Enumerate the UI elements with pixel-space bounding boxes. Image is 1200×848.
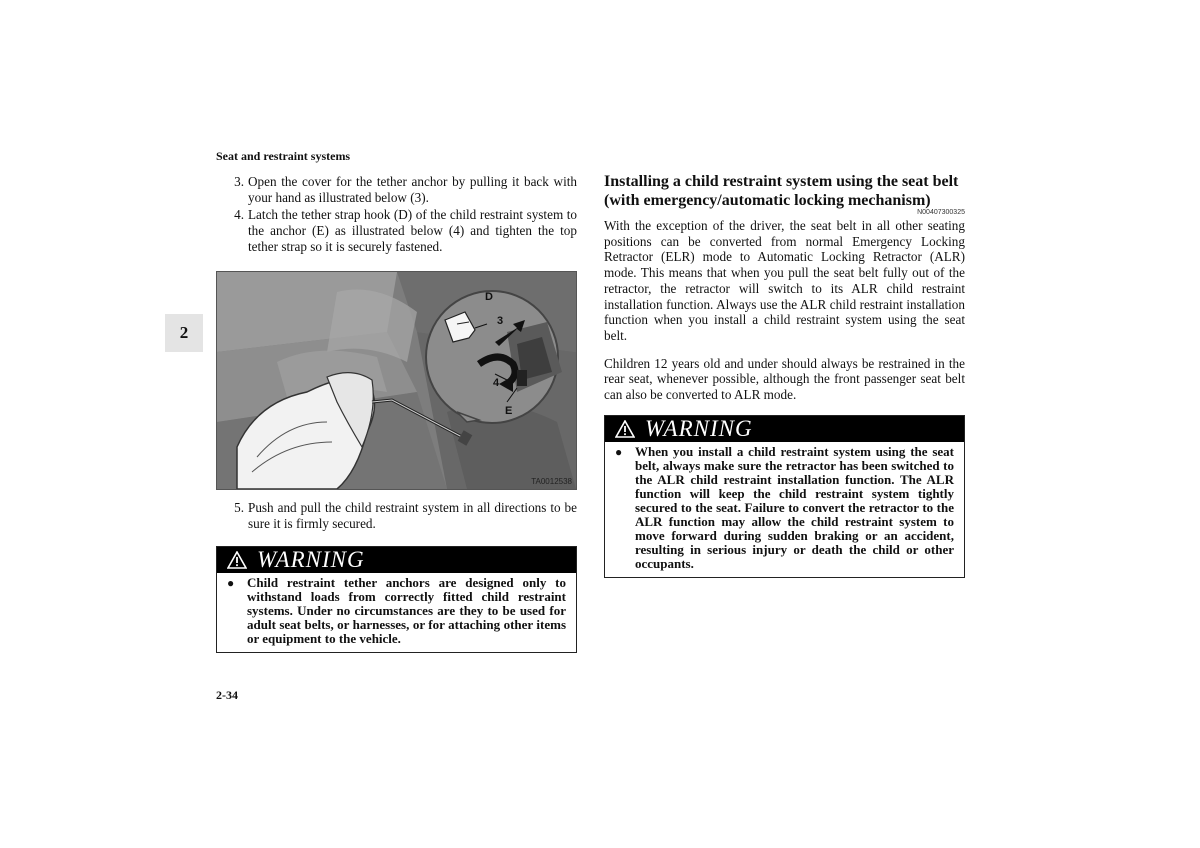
warning-box-left <box>216 546 577 653</box>
illustration-graphic <box>217 272 576 489</box>
warning-text: Child restraint tether anchors are designed only to withstand loads from correctly fitted child restraint systems. Under no circumstances are they to be used for adult seat belts, or harnesses, or for attaching other items or equipment to the vehicle. <box>247 575 566 646</box>
page-number: 2-34 <box>216 688 238 702</box>
warning-triangle-icon <box>615 420 635 438</box>
label-e: E <box>505 405 513 417</box>
chapter-number: 2 <box>179 323 189 342</box>
right-column <box>604 172 965 578</box>
warning-triangle-icon <box>227 551 247 569</box>
step-number: 3. <box>234 174 244 189</box>
step-3 <box>216 174 577 206</box>
section-title: Installing a child restraint system using the seat belt (with emergency/automatic locking mechanism) <box>604 173 959 209</box>
warning-header <box>217 547 576 573</box>
label-4: 4 <box>493 377 500 389</box>
warning-header <box>605 416 964 442</box>
step-text: Push and pull the child restraint system in all directions to be sure it is firmly secured. <box>248 500 577 531</box>
step-text: Open the cover for the tether anchor by pulling it back with your hand as illustrated below (3). <box>248 174 577 205</box>
step-number: 5. <box>234 500 244 515</box>
warning-title: WARNING <box>257 547 365 572</box>
left-column <box>216 174 577 653</box>
label-3: 3 <box>497 315 504 327</box>
tether-anchor-illustration <box>216 271 577 490</box>
figure-code: TA0012538 <box>531 477 572 486</box>
section-header: Seat and restraint systems <box>216 149 351 163</box>
step-5 <box>216 500 577 532</box>
reference-code: N00407300325 <box>917 209 965 216</box>
warning-text: When you install a child restraint system using the seat belt, always make sure the retractor has been switched to the ALR child restraint installation function. The ALR function will keep the child restraint system tightly secured to the seat. Failure to convert the retractor to the ALR function may allow the child restraint system to move forward during sudden braking or an accident, resulting in serious injury or death the child or other occupants. <box>635 443 954 571</box>
step-4 <box>216 207 577 255</box>
bullet-icon: ● <box>615 444 623 459</box>
warning-body <box>605 442 964 577</box>
step-text: Latch the tether strap hook (D) of the child restraint system to the anchor (E) as illustrated below (4) and tighten the top tether strap so it is securely fastened. <box>248 207 577 254</box>
paragraph-alr: With the exception of the driver, the seat belt in all other seating positions can be converted from normal Emergency Locking Retractor (ELR) mode to Automatic Locking Retractor (ALR) mode. This means that when you pull the seat belt fully out of the retractor, the retractor will switch to its ALR child restraint installation function. Always use the ALR child restraint installation function when you install a child restraint system using the seat belt. <box>604 218 965 343</box>
chapter-tab <box>165 314 203 352</box>
step-number: 4. <box>234 207 244 222</box>
bullet-icon: ● <box>227 576 235 590</box>
warning-box-right <box>604 415 965 578</box>
label-d: D <box>485 291 493 303</box>
warning-title: WARNING <box>645 415 753 441</box>
paragraph-children: Children 12 years old and under should always be restrained in the rear seat, whenever possible, although the front passenger seat belt can also be converted to ALR mode. <box>604 355 965 403</box>
warning-body <box>217 573 576 652</box>
